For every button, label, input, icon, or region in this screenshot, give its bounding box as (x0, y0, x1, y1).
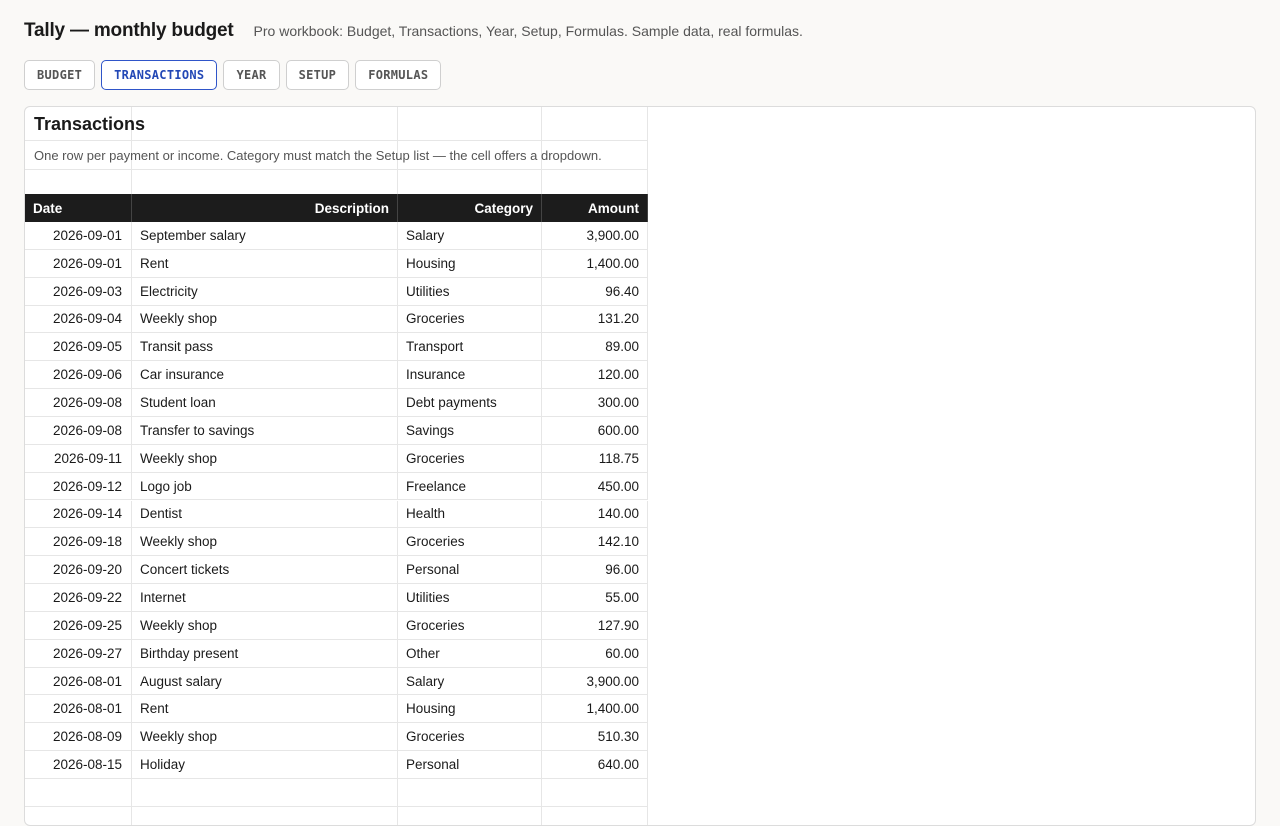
table-row (25, 501, 648, 529)
category-cell[interactable]: Groceries (398, 528, 542, 555)
description-cell[interactable]: Dentist (132, 501, 398, 528)
table-row (25, 278, 648, 306)
tab-formulas[interactable]: FORMULAS (355, 60, 441, 90)
grid-cell[interactable] (542, 107, 648, 140)
date-cell[interactable] (25, 807, 132, 826)
amount-cell[interactable]: 600.00 (542, 417, 648, 444)
amount-cell[interactable] (542, 779, 648, 806)
date-cell[interactable]: 2026-09-27 (25, 640, 132, 667)
amount-cell[interactable]: 120.00 (542, 361, 648, 388)
amount-cell[interactable]: 142.10 (542, 528, 648, 555)
table-row (25, 751, 648, 779)
date-cell[interactable]: 2026-09-08 (25, 389, 132, 416)
table-header-row (25, 194, 648, 222)
spreadsheet-grid[interactable] (24, 106, 1256, 826)
table-row (25, 222, 648, 250)
description-cell[interactable]: Birthday present (132, 640, 398, 667)
app-header (24, 20, 803, 42)
description-cell[interactable]: Transfer to savings (132, 417, 398, 444)
table-row (25, 723, 648, 751)
tab-year[interactable]: YEAR (223, 60, 279, 90)
date-cell[interactable]: 2026-09-11 (25, 445, 132, 472)
grid-cell[interactable] (398, 107, 542, 140)
description-cell[interactable]: September salary (132, 222, 398, 249)
category-cell[interactable]: Freelance (398, 473, 542, 500)
header-category[interactable]: Category (398, 194, 542, 222)
category-cell[interactable]: Groceries (398, 306, 542, 333)
category-cell[interactable]: Savings (398, 417, 542, 444)
grid-cell[interactable] (132, 170, 398, 194)
description-cell[interactable]: Holiday (132, 751, 398, 778)
description-cell[interactable]: Weekly shop (132, 723, 398, 750)
amount-cell[interactable]: 118.75 (542, 445, 648, 472)
grid-cell[interactable] (542, 170, 648, 194)
description-cell[interactable]: Weekly shop (132, 306, 398, 333)
category-cell[interactable]: Groceries (398, 612, 542, 639)
table-row (25, 445, 648, 473)
date-cell[interactable]: 2026-09-08 (25, 417, 132, 444)
table-row (25, 668, 648, 696)
table-row (25, 389, 648, 417)
amount-cell[interactable]: 1,400.00 (542, 250, 648, 277)
grid-cell[interactable] (132, 107, 398, 140)
date-cell[interactable]: 2026-09-04 (25, 306, 132, 333)
description-cell[interactable]: Car insurance (132, 361, 398, 388)
table-row (25, 528, 648, 556)
description-cell[interactable]: Weekly shop (132, 528, 398, 555)
category-cell[interactable]: Housing (398, 250, 542, 277)
description-cell[interactable]: Rent (132, 250, 398, 277)
amount-cell[interactable]: 60.00 (542, 640, 648, 667)
app-subtitle: Pro workbook: Budget, Transactions, Year, Setup, Formulas. Sample data, real formulas. (253, 23, 803, 39)
date-cell[interactable] (25, 779, 132, 806)
date-cell[interactable]: 2026-09-22 (25, 584, 132, 611)
date-cell[interactable]: 2026-08-01 (25, 695, 132, 722)
sheet-note: One row per payment or income. Category must match the Setup list — the cell offers a dropdown. (34, 148, 602, 163)
date-cell[interactable]: 2026-09-03 (25, 278, 132, 305)
header-amount[interactable]: Amount (542, 194, 648, 222)
date-cell[interactable]: 2026-09-06 (25, 361, 132, 388)
blank-row (25, 807, 648, 826)
category-cell[interactable]: Debt payments (398, 389, 542, 416)
category-cell[interactable]: Other (398, 640, 542, 667)
amount-cell[interactable]: 510.30 (542, 723, 648, 750)
amount-cell[interactable]: 55.00 (542, 584, 648, 611)
app-title: Tally — monthly budget (24, 20, 234, 41)
category-cell[interactable]: Personal (398, 751, 542, 778)
amount-cell[interactable]: 140.00 (542, 501, 648, 528)
description-cell[interactable]: Weekly shop (132, 445, 398, 472)
table-row (25, 473, 648, 501)
table-row (25, 584, 648, 612)
amount-cell[interactable]: 300.00 (542, 389, 648, 416)
description-cell[interactable]: Student loan (132, 389, 398, 416)
description-cell[interactable]: Rent (132, 695, 398, 722)
grid-cell[interactable] (25, 170, 132, 194)
category-cell[interactable]: Utilities (398, 584, 542, 611)
table-row (25, 306, 648, 334)
table-row (25, 417, 648, 445)
amount-cell[interactable]: 3,900.00 (542, 222, 648, 249)
amount-cell[interactable]: 640.00 (542, 751, 648, 778)
date-cell[interactable]: 2026-09-18 (25, 528, 132, 555)
date-cell[interactable]: 2026-09-05 (25, 333, 132, 360)
category-cell[interactable] (398, 779, 542, 806)
sheet-title-row (25, 107, 648, 141)
category-cell[interactable]: Salary (398, 222, 542, 249)
description-cell[interactable]: Concert tickets (132, 556, 398, 583)
amount-cell[interactable]: 131.20 (542, 306, 648, 333)
sheet-note-row (25, 141, 648, 170)
tab-budget[interactable]: BUDGET (24, 60, 95, 90)
blank-row (25, 779, 648, 807)
amount-cell[interactable]: 96.00 (542, 556, 648, 583)
description-cell[interactable]: Internet (132, 584, 398, 611)
date-cell[interactable]: 2026-09-25 (25, 612, 132, 639)
table-row (25, 333, 648, 361)
category-cell[interactable]: Health (398, 501, 542, 528)
grid-cell[interactable] (398, 170, 542, 194)
category-cell[interactable]: Utilities (398, 278, 542, 305)
amount-cell[interactable]: 450.00 (542, 473, 648, 500)
tab-transactions[interactable]: TRANSACTIONS (101, 60, 217, 90)
date-cell[interactable]: 2026-09-01 (25, 222, 132, 249)
sheet-title: Transactions (34, 114, 146, 134)
date-cell[interactable]: 2026-08-01 (25, 668, 132, 695)
description-cell[interactable]: Transit pass (132, 333, 398, 360)
sheet-tabs (24, 60, 441, 90)
table-row (25, 695, 648, 723)
category-cell[interactable]: Groceries (398, 445, 542, 472)
amount-cell[interactable]: 1,400.00 (542, 695, 648, 722)
amount-cell[interactable]: 89.00 (542, 333, 648, 360)
category-cell[interactable]: Transport (398, 333, 542, 360)
header-description[interactable]: Description (132, 194, 398, 222)
category-cell[interactable]: Salary (398, 668, 542, 695)
category-cell[interactable]: Housing (398, 695, 542, 722)
table-row (25, 250, 648, 278)
date-cell[interactable]: 2026-09-01 (25, 250, 132, 277)
description-cell[interactable]: Electricity (132, 278, 398, 305)
table-row (25, 612, 648, 640)
amount-cell[interactable]: 3,900.00 (542, 668, 648, 695)
table-row (25, 361, 648, 389)
amount-cell[interactable]: 127.90 (542, 612, 648, 639)
date-cell[interactable]: 2026-09-14 (25, 501, 132, 528)
date-cell[interactable]: 2026-08-09 (25, 723, 132, 750)
category-cell[interactable]: Groceries (398, 723, 542, 750)
description-cell[interactable]: August salary (132, 668, 398, 695)
amount-cell[interactable]: 96.40 (542, 278, 648, 305)
table-row (25, 640, 648, 668)
category-cell[interactable] (398, 807, 542, 826)
description-cell[interactable]: Logo job (132, 473, 398, 500)
table-row (25, 556, 648, 584)
header-date[interactable]: Date (25, 194, 132, 222)
description-cell[interactable] (132, 807, 398, 826)
blank-row (25, 170, 648, 195)
category-cell[interactable]: Personal (398, 556, 542, 583)
category-cell[interactable]: Insurance (398, 361, 542, 388)
description-cell[interactable]: Weekly shop (132, 612, 398, 639)
amount-cell[interactable] (542, 807, 648, 826)
description-cell[interactable] (132, 779, 398, 806)
tab-setup[interactable]: SETUP (286, 60, 350, 90)
date-cell[interactable]: 2026-09-12 (25, 473, 132, 500)
date-cell[interactable]: 2026-09-20 (25, 556, 132, 583)
date-cell[interactable]: 2026-08-15 (25, 751, 132, 778)
